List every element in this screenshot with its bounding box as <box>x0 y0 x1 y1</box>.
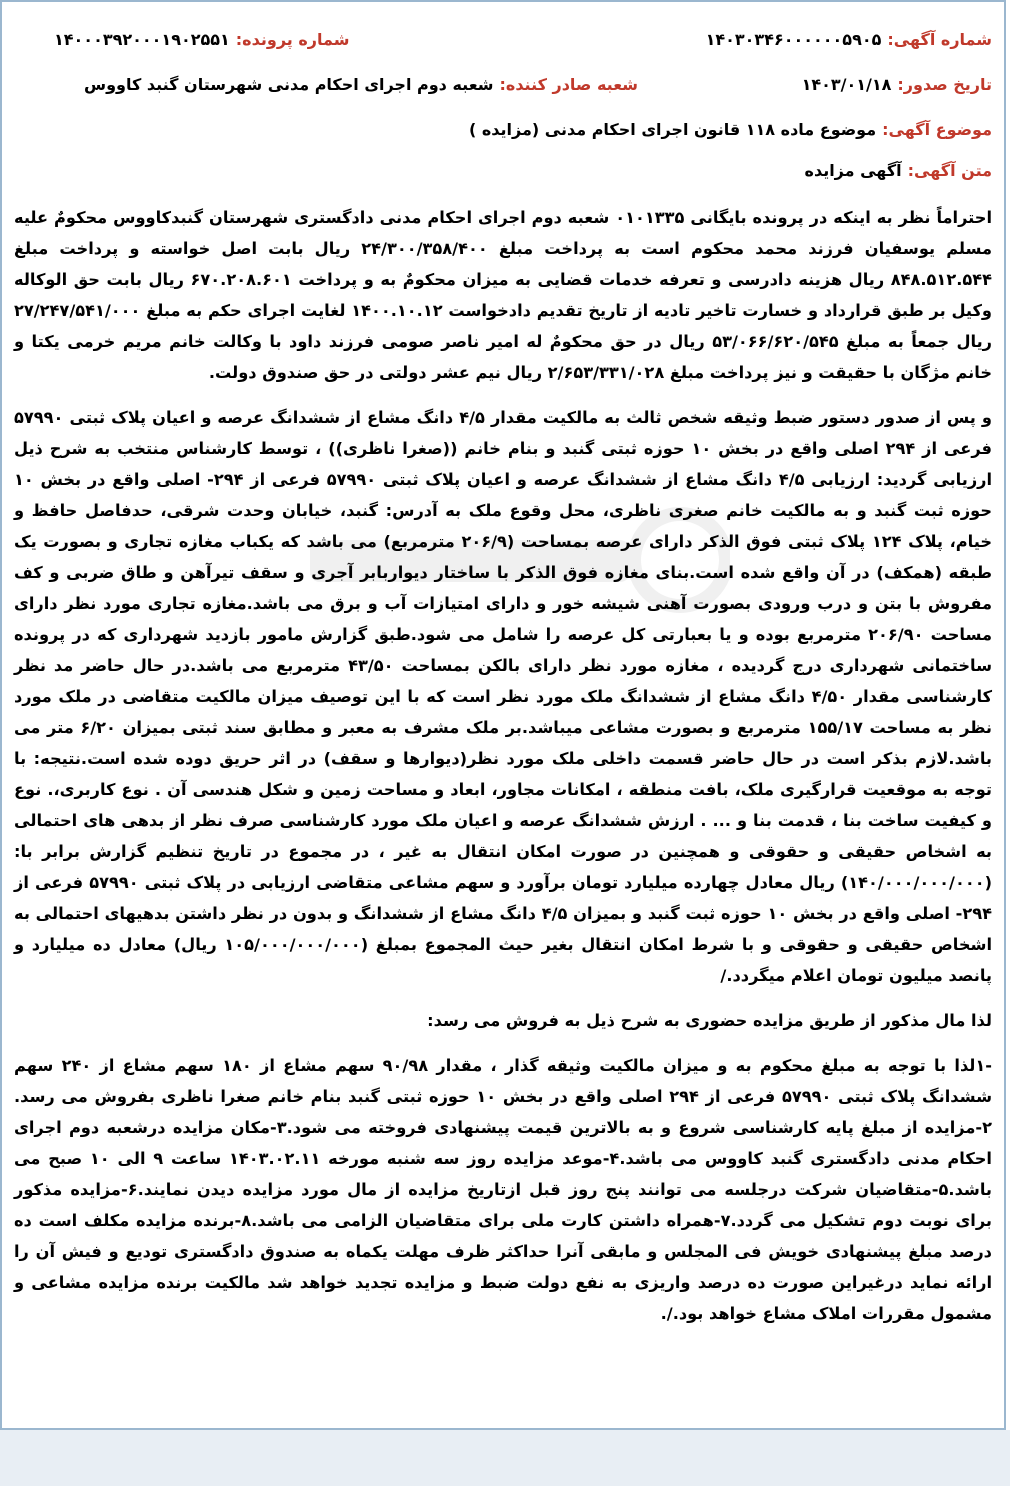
paragraph-2: و پس از صدور دستور ضبط وثیقه شخص ثالث به مالکیت مقدار ۴/۵ دانگ مشاع از ششدانگ عرصه و اعیان پلاک ثبتی ۵۷۹۹۰ فرعی از ۲۹۴ اصلی واقع در بخش ۱۰ حوزه ثبتی گنبد و بنام خانم ((صغرا ناظری)) ، توسط کارشناس منتخب به شرح ذیل ارزیابی گردید: ارزیابی ۴/۵ دانگ مشاع از ششدانگ عرصه و اعیان پلاک ثبتی ۵۷۹۹۰ فرعی از ۲۹۴- اصلی واقع در بخش ۱۰ حوزه ثبت گنبد و به مالکیت خانم صغری ناظری، محل وقوع ملک به آدرس: گنبد، خیابان وحدت شرقی، حدفاصل حافظ و خیام، پلاک ۱۲۴ پلاک ثبتی فوق الذکر دارای عرصه بمساحت (۲۰۶/۹ مترمربع) می باشد که یکباب مغازه تجاری و بصورت یک طبقه (همکف) در آن واقع شده است.بنای مغازه فوق الذکر با ساختار دیواربابر آجری و سقف تیرآهن و طاق ضربی و کف مفروش با بتن و درب ورودی بصورت آهنی شیشه خور و دارای امتیازات آب و برق می باشد.مغازه تجاری مورد نظر دارای مساحت ۲۰۶/۹۰ مترمربع بوده و یا بعبارتی کل عرصه را شامل می شود.طبق گزارش مامور بازدید شهرداری که در پرونده ساختمانی شهرداری درج گردیده ، مغازه مورد نظر دارای بالکن بمساحت ۴۳/۵۰ مترمربع می باشد.در حال حاضر مد نظر کارشناسی مقدار ۴/۵۰ دانگ مشاع از ششدانگ ملک مورد نظر است که با این توصیف میزان مالکیت متقاضی در ملک مورد نظر به مساحت ۱۵۵/۱۷ مترمربع و بصورت مشاعی میباشد.بر ملک مشرف به معبر و مطابق سند ثبتی بمیزان ۶/۲۰ متر می باشد.لازم بذکر است در حال حاضر قسمت داخلی ملک مورد نظر(دیوارها و سقف) در اثر حریق دوده شده است.نتیجه: با توجه به موقعیت قرارگیری ملک، بافت منطقه ، امکانات مجاور، ابعاد و مساحت زمین و شکل هندسی آن . نوع کاربری،. نوع و کیفیت ساخت بنا ، قدمت بنا و ... . ارزش ششدانگ عرصه و اعیان ملک مورد کارشناسی صرف نظر از بدهی های احتمالی به اشخاص حقیقی و حقوقی و همچنین در صورت امکان انتقال به غیر ، در مجموع در تاریخ تنظیم گزارش برابر با: (۱۴۰/۰۰۰/۰۰۰/۰۰۰) ریال معادل چهارده میلیارد تومان برآورد و سهم مشاعی متقاضی ارزیابی در پلاک ثبتی ۵۷۹۹۰ فرعی از ۲۹۴- اصلی واقع در بخش ۱۰ حوزه ثبت گنبد و بمیزان ۴/۵ دانگ مشاع از ششدانگ و بدون در نظر داشتن بدهیهای احتمالی به اشخاص حقیقی و حقوقی و با شرط امکان انتقال بغیر حیث المجموع بمبلغ (۱۰۵/۰۰۰/۰۰۰/۰۰۰ ریال) معادل ده میلیارد و پانصد میلیون تومان اعلام میگردد./ <box>14 408 993 985</box>
notice-content <box>14 30 992 1343</box>
issue-date: ۱۴۰۳/۰۱/۱۸ <box>801 75 892 94</box>
subject-line <box>14 120 992 139</box>
text-title: آگهی مزایده <box>804 161 902 180</box>
case-number: ۱۴۰۰۰۳۹۲۰۰۰۱۹۰۲۵۵۱ <box>54 30 230 49</box>
header-row-2 <box>14 75 992 94</box>
issuer-label: شعبه صادر کننده: <box>499 75 638 94</box>
issue-date-field <box>802 75 992 94</box>
subject: موضوع ماده ۱۱۸ قانون اجرای احکام مدنی (مزایده ) <box>468 120 877 139</box>
paragraph-3: لذا مال مذکور از طریق مزایده حضوری به شرح ذیل به فروش می رسد: <box>427 1011 992 1030</box>
ad-number: ۱۴۰۳۰۳۴۶۰۰۰۰۰۰۵۹۰۵ <box>705 30 882 49</box>
issue-date-label: تاریخ صدور: <box>897 75 992 94</box>
issuer: شعبه دوم اجرای احکام مدنی شهرستان گنبد کاووس <box>84 75 494 94</box>
case-number-label: شماره پرونده: <box>235 30 350 49</box>
ad-number-label: شماره آگهی: <box>887 30 992 49</box>
text-title-line <box>14 161 992 180</box>
ad-number-field <box>706 30 992 49</box>
case-number-field <box>54 30 349 49</box>
subject-label: موضوع آگهی: <box>882 120 992 139</box>
paragraph-4: -۱لذا با توجه به مبلغ محکوم به و میزان مالکیت وثیقه گذار ، مقدار ۹۰/۹۸ سهم مشاع از ۱۸۰ سهم مشاع از ۲۴۰ سهم ششدانگ پلاک ثبتی ۵۷۹۹۰ فرعی از ۲۹۴ اصلی واقع در بخش ۱۰ حوزه ثبتی گنبد بنام خانم صغرا ناظری بفروش می رسد. ۲-مزایده از مبلغ پایه کارشناسی شروع و به بالاترین قیمت پیشنهادی فروخته می شود.۳-مکان مزایده درشعبه دوم اجرای احکام مدنی دادگستری گنبد کاووس می باشد.۴-موعد مزایده روز سه شنبه مورخه ۱۴۰۳.۰۲.۱۱ ساعت ۹ الی ۱۰ صبح می باشد.۵-متقاضیان شرکت درجلسه می توانند پنج روز قبل ازتاریخ مزایده از مال مورد مزایده دیدن نمایند.۶-مزایده مذکور برای نوبت دوم تشکیل می گردد.۷-همراه داشتن کارت ملی برای متقاضیان الزامی می باشد.۸-برنده مزایده مکلف است ده درصد مبلغ پیشنهادی خویش فی المجلس و مابقی آنرا حداکثر ظرف مهلت یکماه به صندوق دادگستری تودیع و فیش آن را ارائه نماید درغیراین صورت ده درصد واریزی به نفع دولت ضبط و مزایده تجدید خواهد شد مالکیت برنده مزایده مشاعی و مشمول مقررات املاک مشاع خواهد بود./. <box>14 1056 992 1323</box>
bottom-bar <box>0 1430 1010 1486</box>
header-row-1 <box>14 30 992 49</box>
paragraph-1: احتراماً نظر به اینکه در پرونده بایگانی ۰۱۰۱۳۳۵ شعبه دوم اجرای احکام مدنی دادگستری شهرستان گنبدکاووس محکومٌ علیه مسلم یوسفیان فرزند محمد محکوم است به پرداخت مبلغ ۲۴/۳۰۰/۳۵۸/۴۰۰ ریال بابت اصل خواسته و پرداخت مبلغ ۸۴۸.۵۱۲.۵۴۴ ریال هزینه دادرسی و تعرفه خدمات قضایی به میزان محکومٌ به و پرداخت ۶۷۰.۲۰۸.۶۰۱ ریال بابت حق الوکاله وکیل بر طبق قرارداد و خسارت تاخیر تادیه از تاریخ تقدیم دادخواست ۱۴۰۰.۱۰.۱۲ لغایت اجرای حکم به مبلغ ۲۷/۲۴۷/۵۴۱/۰۰۰ ریال جمعاً به مبلغ ۵۳/۰۶۶/۶۲۰/۵۴۵ ریال در حق محکومٌ له امیر ناصر صومی فرزند داود با وکالت خانم مریم خرمی یکتا و خانم مژگان با حقیقت و نیز پرداخت مبلغ ۲/۶۵۳/۳۳۱/۰۲۸ ریال نیم عشر دولتی در حق صندوق دولت. <box>14 208 992 382</box>
text-label: متن آگهی: <box>907 161 992 180</box>
issuer-field <box>84 75 638 94</box>
